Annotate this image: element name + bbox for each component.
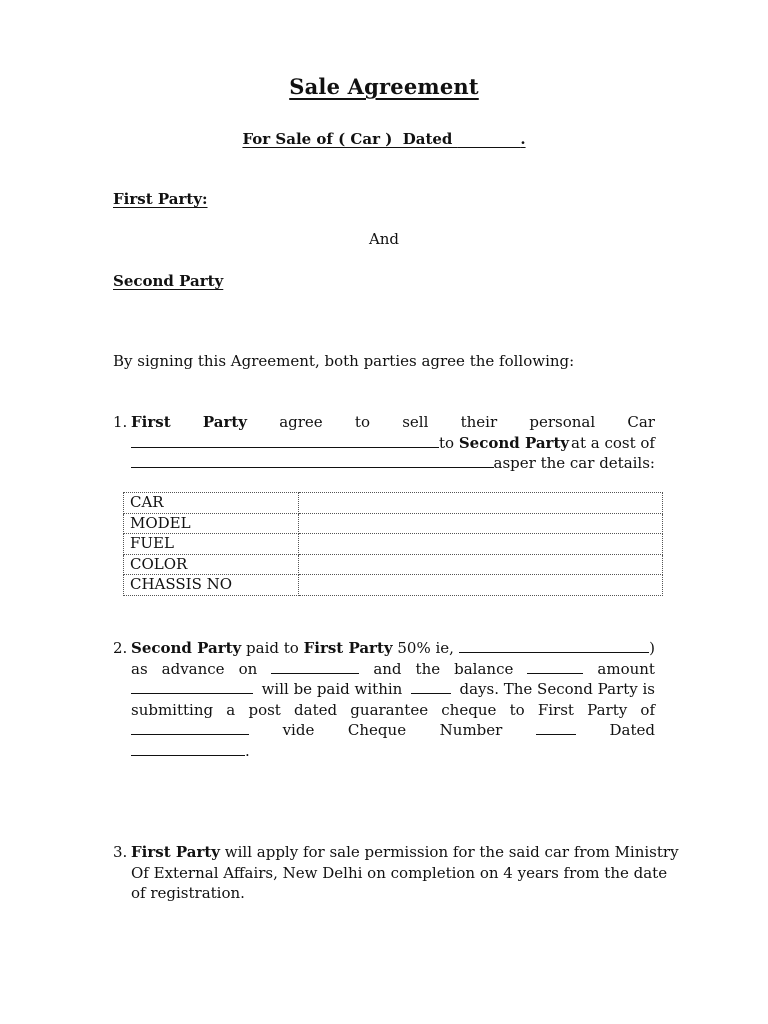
car-details-table (123, 492, 663, 596)
clause-2-second-party: Second Party (131, 639, 242, 657)
clause-3-line-2: Of External Affairs, New Delhi on completion on 4 years from the date (131, 863, 668, 882)
clause-1-word: Car (627, 413, 655, 431)
clause-2-line-6 (131, 741, 655, 762)
clause-2-word: Number (439, 721, 503, 739)
clause-2-days-text: days. The Second Party is (454, 680, 655, 698)
clause-2-word: balance (454, 659, 514, 678)
clause-1-to: to (439, 433, 459, 452)
car-detail-label: CAR (124, 493, 299, 514)
clause-1-second-party: Second Party (458, 433, 570, 452)
advance-amount-blank (459, 638, 649, 653)
intro-text: By signing this Agreement, both parties agree the following: (113, 352, 575, 370)
cost-blank (131, 453, 494, 468)
clause-2-close-paren: ) (649, 639, 655, 657)
clause-1-word: agree (279, 413, 323, 431)
clause-2-word: on (238, 659, 258, 678)
car-detail-label: COLOR (124, 554, 299, 575)
clause-2-line-5 (131, 720, 655, 741)
car-detail-value[interactable] (299, 493, 663, 514)
car-details-row (124, 493, 663, 514)
cheque-number-blank (536, 720, 576, 735)
clause-1 (113, 412, 655, 474)
clause-1-word: First (131, 413, 171, 431)
clause-2-word: advance (161, 659, 225, 678)
clause-1-word: Party (202, 413, 247, 431)
car-detail-value[interactable] (299, 554, 663, 575)
clause-2-word: and (373, 659, 402, 678)
clause-2-line-3 (131, 679, 655, 700)
clause-2-word: Dated (609, 721, 655, 739)
clause-2-percent: 50% ie, (392, 639, 459, 657)
clause-2-paid-to: paid to (241, 639, 304, 657)
car-details-row (124, 554, 663, 575)
car-detail-label: FUEL (124, 534, 299, 555)
clause-2 (113, 638, 655, 761)
car-detail-value[interactable] (299, 575, 663, 596)
clause-2-number: 2. (113, 639, 128, 657)
clause-2-end: . (245, 741, 250, 760)
clause-2-word: Cheque (347, 721, 407, 739)
subtitle-prefix: For Sale of ( Car ) Dated (242, 130, 458, 148)
clause-2-first-party: First Party (303, 639, 393, 657)
clause-2-line-2 (131, 659, 655, 680)
clause-2-word: amount (597, 659, 655, 678)
clause-1-word: personal (529, 413, 596, 431)
clause-2-word: as (131, 659, 148, 678)
clause-1-at-cost: at a cost of (571, 433, 655, 452)
clause-2-line-1 (131, 638, 655, 659)
car-detail-label: CHASSIS NO (124, 575, 299, 596)
clause-3-number: 3. (113, 843, 128, 861)
car-detail-value[interactable] (299, 513, 663, 534)
clause-2-word: the (415, 659, 441, 678)
clause-3-first-party: First Party (131, 843, 220, 861)
clause-1-asper: asper the car details: (493, 454, 655, 472)
clause-1-word: their (460, 413, 498, 431)
clause-2-word: vide (282, 721, 315, 739)
second-party-label: Second Party (113, 272, 224, 290)
clause-2-paid-within: will be paid within (256, 680, 408, 698)
clause-1-number: 1. (113, 413, 128, 431)
clause-1-word: to (354, 413, 370, 431)
cheque-amount-blank (131, 720, 249, 735)
car-detail-value[interactable] (299, 534, 663, 555)
advance-date-blank (271, 659, 359, 674)
clause-3-text: will apply for sale permission for the said car from Ministry (220, 843, 679, 861)
clause-1-line-3 (131, 453, 655, 474)
clause-1-word: sell (402, 413, 429, 431)
car-name-blank (131, 433, 439, 448)
days-blank (411, 679, 451, 694)
car-detail-label: MODEL (124, 513, 299, 534)
clause-3 (113, 842, 679, 904)
and-label: And (368, 230, 400, 248)
cheque-date-blank (131, 741, 245, 756)
balance-blank (527, 659, 583, 674)
first-party-label: First Party: (113, 190, 208, 208)
clause-3-line-1 (131, 842, 679, 863)
document-title: Sale Agreement (289, 74, 479, 99)
clause-3-line-3: of registration. (131, 884, 245, 902)
car-details-row (124, 534, 663, 555)
subtitle-suffix: . (520, 130, 526, 148)
clause-2-line-4: submitting a post dated guarantee cheque to First Party of (131, 700, 655, 719)
date-blank (458, 130, 521, 148)
document-subtitle (0, 130, 768, 148)
car-details-row (124, 575, 663, 596)
clause-1-line-1 (131, 412, 655, 433)
balance-amount-blank (131, 679, 253, 694)
clause-1-line-2 (131, 433, 655, 454)
car-details-row (124, 513, 663, 534)
